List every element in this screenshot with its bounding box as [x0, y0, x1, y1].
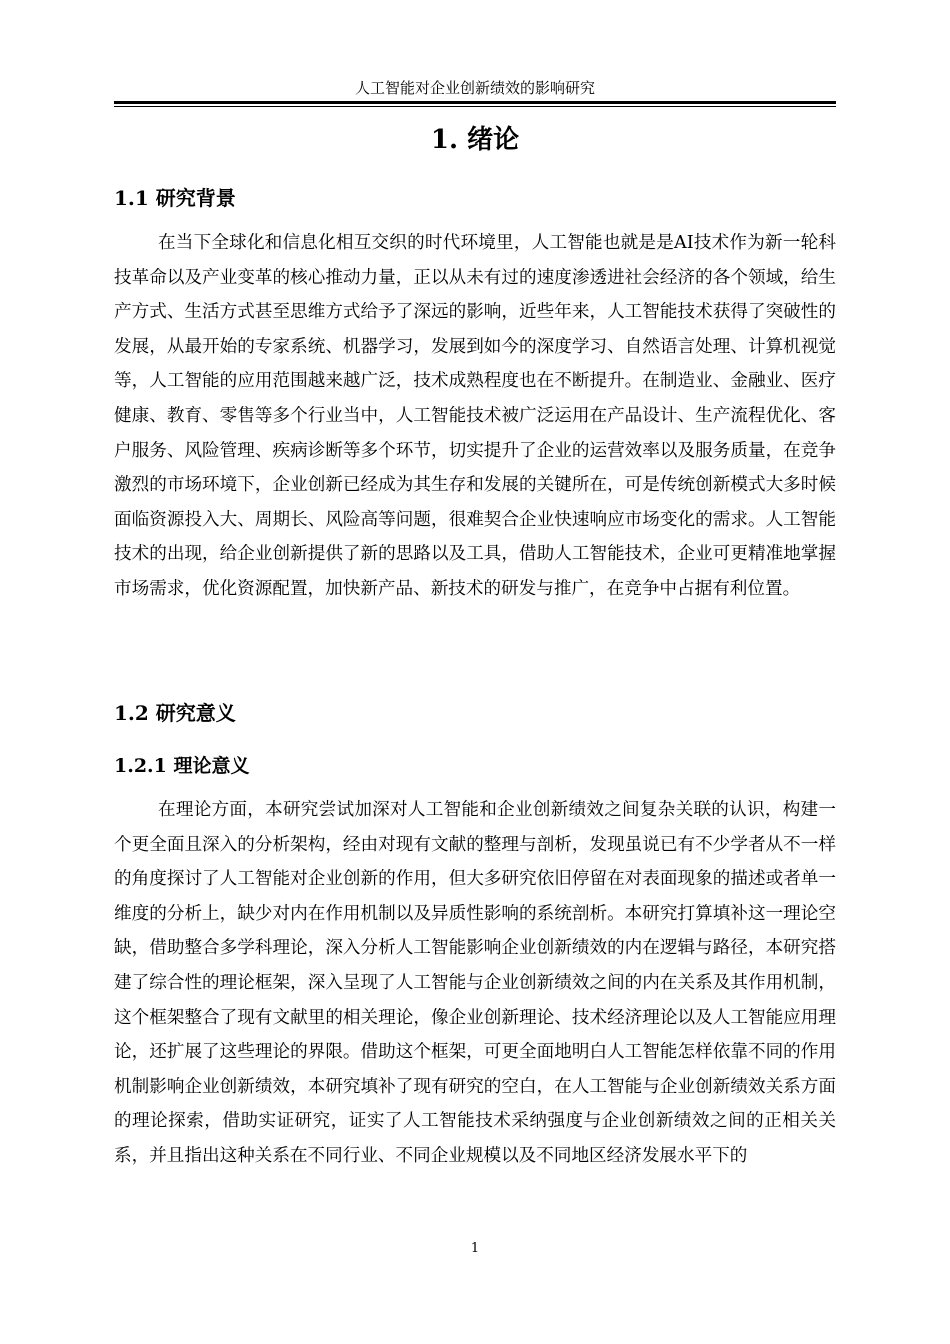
section-heading-1-2-1: 1.2.1 理论意义 [114, 755, 250, 777]
section-paragraph-1-1: 在当下全球化和信息化相互交织的时代环境里，人工智能也就是是AI技术作为新一轮科技革命以及产业变革的核心推动力量，正以从未有过的速度渗透进社会经济的各个领域，给生产方式、生活方式甚至思维方式给予了深远的影响，近些年来，人工智能技术获得了突破性的发展，从最开始的专家系统、机器学习，发展到如今的深度学习、自然语言处理、计算机视觉等，人工智能的应用范围越来越广泛，技术成熟程度也在不断提升。在制造业、金融业、医疗健康、教育、零售等多个行业当中，人工智能技术被广泛运用在产品设计、生产流程优化、客户服务、风险管理、疾病诊断等多个环节，切实提升了企业的运营效率以及服务质量，在竞争激烈的市场环境下，企业创新已经成为其生存和发展的关键所在，可是传统创新模式大多时候面临资源投入大、周期长、风险高等问题，很难契合企业快速响应市场变化的需求。人工智能技术的出现，给企业创新提供了新的思路以及工具，借助人工智能技术，企业可更精准地掌握市场需求，优化资源配置，加快新产品、新技术的研发与推广，在竞争中占据有利位置。 [114, 233, 836, 599]
running-header: 人工智能对企业创新绩效的影响研究 [354, 79, 595, 97]
header-rule-thin [114, 106, 836, 107]
page-number: 1 [470, 1241, 480, 1256]
section-heading-1-2: 1.2 研究意义 [114, 701, 236, 725]
chapter-title: 1. 绪论 [430, 125, 520, 155]
section-heading-1-1: 1.1 研究背景 [114, 186, 236, 210]
section-paragraph-1-2-1: 在理论方面，本研究尝试加深对人工智能和企业创新绩效之间复杂关联的认识，构建一个更全面且深入的分析架构，经由对现有文献的整理与剖析，发现虽说已有不少学者从不一样的角度探讨了人工智能对企业创新的作用，但大多研究依旧停留在对表面现象的描述或者单一维度的分析上，缺少对内在作用机制以及异质性影响的系统剖析。本研究打算填补这一理论空缺，借助整合多学科理论，深入分析人工智能影响企业创新绩效的内在逻辑与路径，本研究搭建了综合性的理论框架，深入呈现了人工智能与企业创新绩效之间的内在关系及其作用机制，这个框架整合了现有文献里的相关理论，像企业创新理论、技术经济理论以及人工智能应用理论，还扩展了这些理论的界限。借助这个框架，可更全面地明白人工智能怎样依靠不同的作用机制影响企业创新绩效，本研究填补了现有研究的空白，在人工智能与企业创新绩效关系方面的理论探索，借助实证研究，证实了人工智能技术采纳强度与企业创新绩效之间的正相关关系，并且指出这种关系在不同行业、不同企业规模以及不同地区经济发展水平下的 [114, 800, 836, 1166]
header-rule-thick [114, 101, 836, 104]
